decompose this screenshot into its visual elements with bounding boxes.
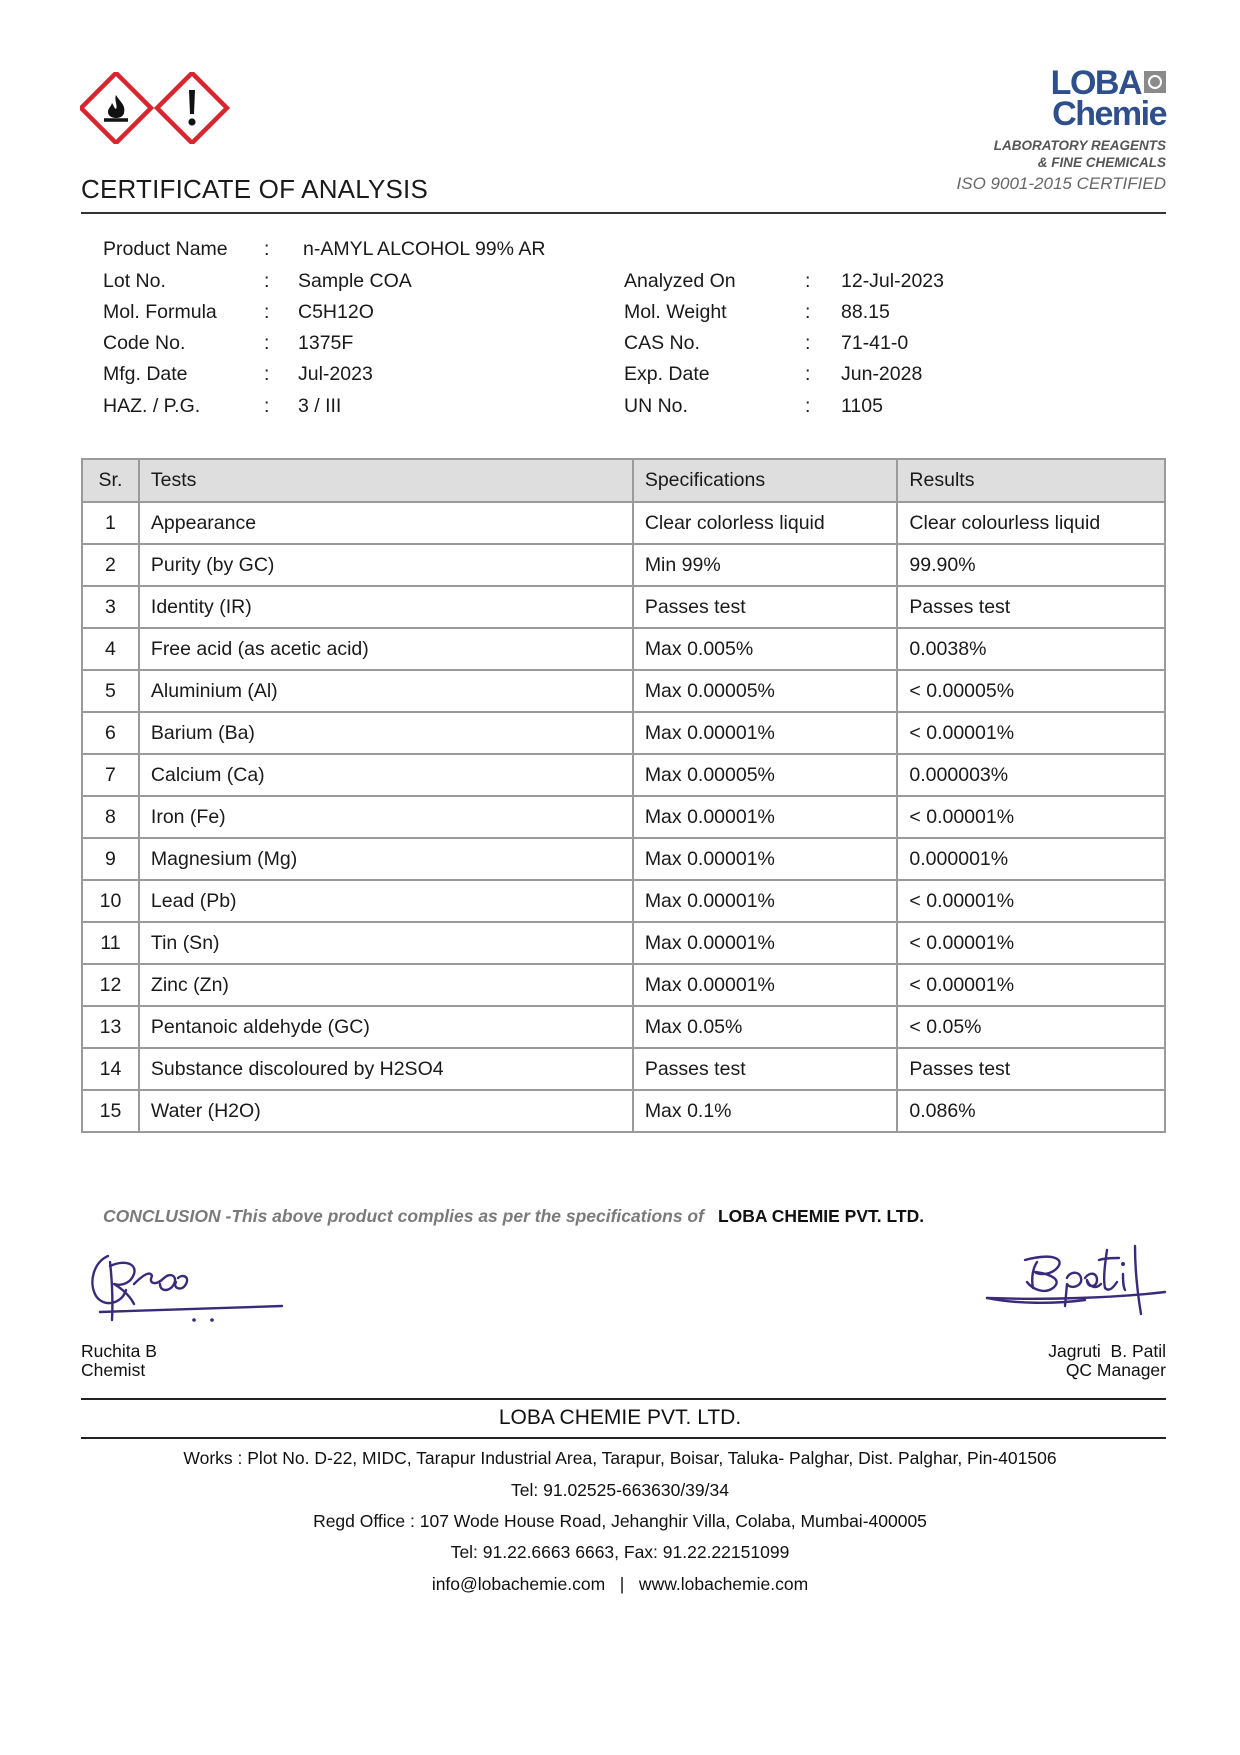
cell-sr: 8 [82,796,139,838]
qc-manager-signature [985,1238,1170,1330]
registered-office-telephone: Tel: 91.22.6663 6663, Fax: 91.22.22151099 [450,1542,790,1562]
cell-result: 99.90% [897,544,1165,586]
un-label: UN No. [624,395,688,417]
table-row [82,544,1165,586]
cell-specification: Max 0.05% [633,1006,898,1048]
cell-specification: Max 0.00001% [633,964,898,1006]
iso-certification: ISO 9001-2015 CERTIFIED [956,174,1166,193]
cell-specification: Max 0.1% [633,1090,898,1132]
qc-manager-role: QC Manager [1065,1360,1166,1380]
cell-sr: 14 [82,1048,139,1090]
logo-subtitle-2: & FINE CHEMICALS [1037,155,1166,170]
cell-sr: 2 [82,544,139,586]
analyzed-value: 12-Jul-2023 [841,270,944,292]
code-value: 1375F [298,332,354,354]
cell-sr: 11 [82,922,139,964]
mfg-label: Mfg. Date [103,363,188,385]
cas-label: CAS No. [624,332,700,354]
cell-result: < 0.00001% [897,796,1165,838]
works-address: Works : Plot No. D-22, MIDC, Tarapur Industrial Area, Tarapur, Boisar, Taluka- Palghar, Dist. Palghar, Pin-401506 [183,1448,1057,1468]
cell-specification: Passes test [633,1048,898,1090]
cell-sr: 7 [82,754,139,796]
cell-sr: 12 [82,964,139,1006]
cell-sr: 10 [82,880,139,922]
footer-divider-bottom [81,1437,1166,1439]
qc-manager-name: Jagruti B. Patil [1048,1341,1166,1361]
qc-manager-block [1048,1342,1166,1380]
cell-specification: Min 99% [633,544,898,586]
cell-test: Lead (Pb) [139,880,633,922]
chemist-block [81,1342,157,1380]
table-row [82,1090,1165,1132]
cell-result: < 0.00005% [897,670,1165,712]
footer-divider-top [81,1398,1166,1400]
cell-result: < 0.00001% [897,964,1165,1006]
colon: : [264,238,270,260]
table-header-row [82,459,1165,502]
cell-result: Passes test [897,1048,1165,1090]
mfg-value: Jul-2023 [298,363,373,385]
cell-result: 0.000003% [897,754,1165,796]
colon: : [264,301,270,323]
column-header-sr: Sr. [82,459,139,502]
weight-value: 88.15 [841,301,890,323]
code-label: Code No. [103,332,186,354]
cell-test: Identity (IR) [139,586,633,628]
cell-test: Substance discoloured by H2SO4 [139,1048,633,1090]
cell-test: Pentanoic aldehyde (GC) [139,1006,633,1048]
chemist-role: Chemist [81,1360,146,1380]
column-header-tests: Tests [139,459,633,502]
cell-specification: Max 0.00001% [633,796,898,838]
cell-specification: Max 0.00005% [633,754,898,796]
cell-sr: 4 [82,628,139,670]
formula-label: Mol. Formula [103,301,217,323]
conclusion-text: CONCLUSION -This above product complies as per the specifications of [103,1206,704,1226]
table-row [82,838,1165,880]
cell-result: 0.000001% [897,838,1165,880]
table-row [82,712,1165,754]
cell-result: Passes test [897,586,1165,628]
chemist-name: Ruchita B [81,1341,157,1361]
lot-label: Lot No. [103,270,166,292]
hazard-pictograms [80,72,230,144]
exp-label: Exp. Date [624,363,710,385]
table-row [82,754,1165,796]
table-row [82,964,1165,1006]
colon: : [805,332,811,354]
cell-specification: Max 0.00005% [633,670,898,712]
exclamation-hazard-icon [157,73,227,143]
header-divider [81,212,1166,214]
cell-sr: 5 [82,670,139,712]
colon: : [264,363,270,385]
chemist-signature [86,1240,296,1330]
table-row [82,1006,1165,1048]
colon: : [805,363,811,385]
table-row [82,586,1165,628]
colon: : [264,270,270,292]
cell-result: Clear colourless liquid [897,502,1165,544]
cell-test: Aluminium (Al) [139,670,633,712]
cell-result: < 0.00001% [897,712,1165,754]
cell-specification: Max 0.00001% [633,880,898,922]
cell-specification: Max 0.00001% [633,922,898,964]
cell-test: Barium (Ba) [139,712,633,754]
works-telephone: Tel: 91.02525-663630/39/34 [511,1480,729,1500]
column-header-specifications: Specifications [633,459,898,502]
lot-value: Sample COA [298,270,412,292]
cell-specification: Max 0.005% [633,628,898,670]
contact-line[interactable]: info@lobachemie.com | www.lobachemie.com [431,1574,809,1594]
colon: : [805,270,811,292]
company-logo [993,64,1166,171]
cell-test: Water (H2O) [139,1090,633,1132]
cell-result: < 0.00001% [897,922,1165,964]
product-name-value: n-AMYL ALCOHOL 99% AR [303,238,546,260]
cell-specification: Clear colorless liquid [633,502,898,544]
un-value: 1105 [841,395,883,417]
logo-subtitle-1: LABORATORY REAGENTS [993,138,1166,153]
cell-sr: 6 [82,712,139,754]
page-title: CERTIFICATE OF ANALYSIS [81,174,429,204]
registered-office-address: Regd Office : 107 Wode House Road, Jehanghir Villa, Colaba, Mumbai-400005 [313,1511,927,1531]
colon: : [264,332,270,354]
colon: : [805,301,811,323]
colon: : [264,395,270,417]
cell-test: Purity (by GC) [139,544,633,586]
cell-specification: Max 0.00001% [633,838,898,880]
table-row [82,880,1165,922]
conclusion [103,1206,924,1227]
flammable-hazard-icon [81,73,151,143]
cell-sr: 1 [82,502,139,544]
analyzed-label: Analyzed On [624,270,736,292]
cell-result: 0.0038% [897,628,1165,670]
cell-test: Tin (Sn) [139,922,633,964]
table-row [82,670,1165,712]
cell-sr: 13 [82,1006,139,1048]
colon: : [805,395,811,417]
table-row [82,502,1165,544]
cell-test: Zinc (Zn) [139,964,633,1006]
table-row [82,796,1165,838]
cell-sr: 15 [82,1090,139,1132]
column-header-results: Results [897,459,1165,502]
exp-value: Jun-2028 [841,363,923,385]
cell-result: < 0.00001% [897,880,1165,922]
haz-label: HAZ. / P.G. [103,395,201,417]
cell-result: < 0.05% [897,1006,1165,1048]
footer-company: LOBA CHEMIE PVT. LTD. [498,1406,742,1429]
cell-specification: Max 0.00001% [633,712,898,754]
cell-result: 0.086% [897,1090,1165,1132]
cell-test: Magnesium (Mg) [139,838,633,880]
cell-sr: 9 [82,838,139,880]
formula-value: C5H12O [298,301,374,323]
haz-value: 3 / III [298,395,342,417]
logo-mark-icon [1144,71,1166,93]
table-row [82,922,1165,964]
cell-test: Appearance [139,502,633,544]
logo-word-chemie: Chemie [1052,95,1166,133]
table-row [82,628,1165,670]
cell-test: Free acid (as acetic acid) [139,628,633,670]
table-row [82,1048,1165,1090]
conclusion-company: LOBA CHEMIE PVT. LTD. [717,1206,925,1226]
weight-label: Mol. Weight [624,301,727,323]
product-name-label: Product Name [103,238,228,260]
logo-word-loba: LOBA [1050,64,1141,102]
test-results-table [81,458,1166,1133]
cas-value: 71-41-0 [841,332,909,354]
cell-specification: Passes test [633,586,898,628]
cell-test: Calcium (Ca) [139,754,633,796]
cell-sr: 3 [82,586,139,628]
cell-test: Iron (Fe) [139,796,633,838]
